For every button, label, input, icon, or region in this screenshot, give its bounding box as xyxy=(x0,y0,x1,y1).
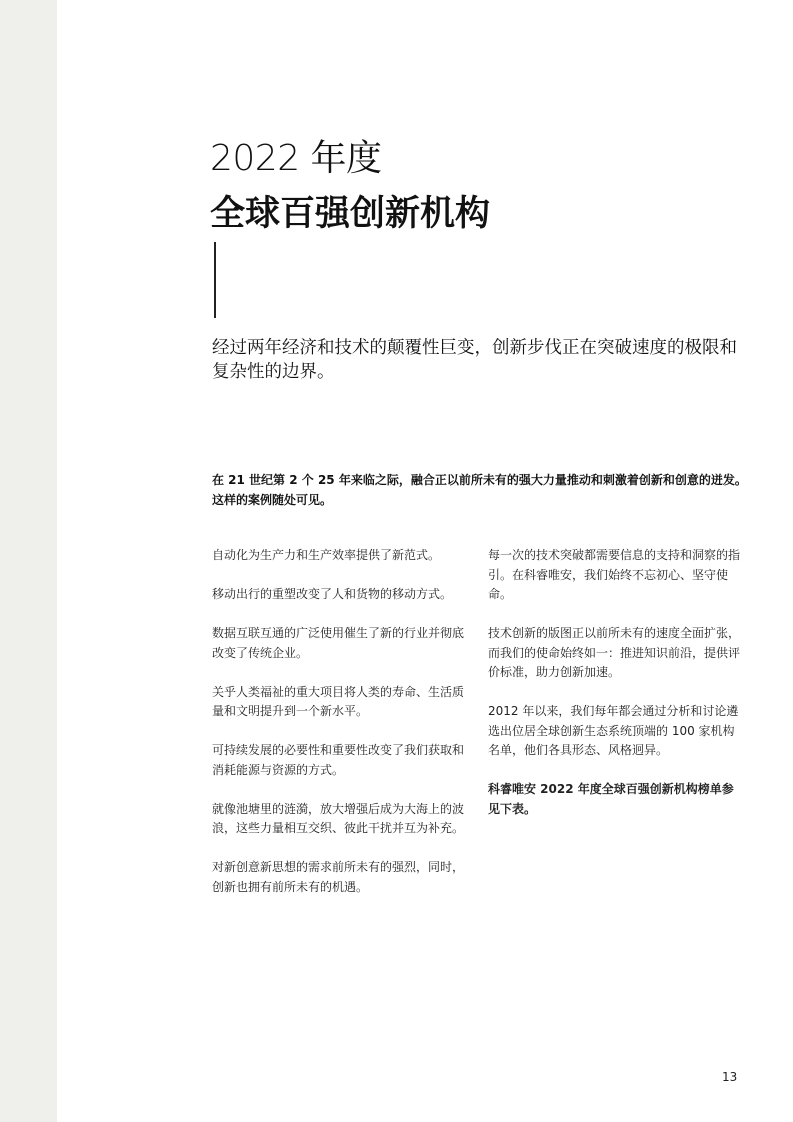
paragraph: 数据互联互通的广泛使用催生了新的行业并彻底改变了传统企业。 xyxy=(212,626,465,660)
paragraph: 关乎人类福祉的重大项目将人类的寿命、生活质量和文明提升到一个新水平。 xyxy=(212,684,465,718)
left-column xyxy=(212,546,464,917)
paragraph-emphasis: 科睿唯安 2022 年度全球百强创新机构榜单参见下表。 xyxy=(488,782,734,816)
right-column xyxy=(488,546,740,839)
divider xyxy=(214,242,216,318)
paragraph: 移动出行的重塑改变了人和货物的移动方式。 xyxy=(212,587,453,601)
lead-paragraph: 经过两年经济和技术的颠覆性巨变，创新步伐正在突破速度的极限和复杂性的边界。 xyxy=(212,338,737,382)
page-title-year: 2022 年度 xyxy=(210,138,382,179)
paragraph: 可持续发展的必要性和重要性改变了我们获取和消耗能源与资源的方式。 xyxy=(212,743,465,777)
paragraph: 技术创新的版图正以前所未有的速度全面扩张，而我们的使命始终如一：推进知识前沿，提供评价标准，助力创新加速。 xyxy=(488,626,741,679)
paragraph: 每一次的技术突破都需要信息的支持和洞察的指引。在科睿唯安，我们始终不忘初心、坚守使命。 xyxy=(488,548,741,601)
paragraph: 2012 年以来，我们每年都会通过分析和讨论遴选出位居全球创新生态系统顶端的 100 家机构名单，他们各具形态、风格迥异。 xyxy=(488,704,739,757)
intro-paragraph: 在 21 世纪第 2 个 25 年来临之际，融合正以前所未有的强大力量推动和刺激着创新和创意的迸发。这样的案例随处可见。 xyxy=(212,473,747,507)
paragraph: 自动化为生产力和生产效率提供了新范式。 xyxy=(212,548,441,562)
page-title: 全球百强创新机构 xyxy=(210,194,491,234)
side-strip xyxy=(0,0,57,1122)
page-number: 13 xyxy=(722,1070,738,1084)
paragraph: 对新创意新思想的需求前所未有的强烈，同时，创新也拥有前所未有的机遇。 xyxy=(212,860,465,894)
paragraph: 就像池塘里的涟漪，放大增强后成为大海上的波浪，这些力量相互交织、彼此干扰并互为补充。 xyxy=(212,801,465,835)
